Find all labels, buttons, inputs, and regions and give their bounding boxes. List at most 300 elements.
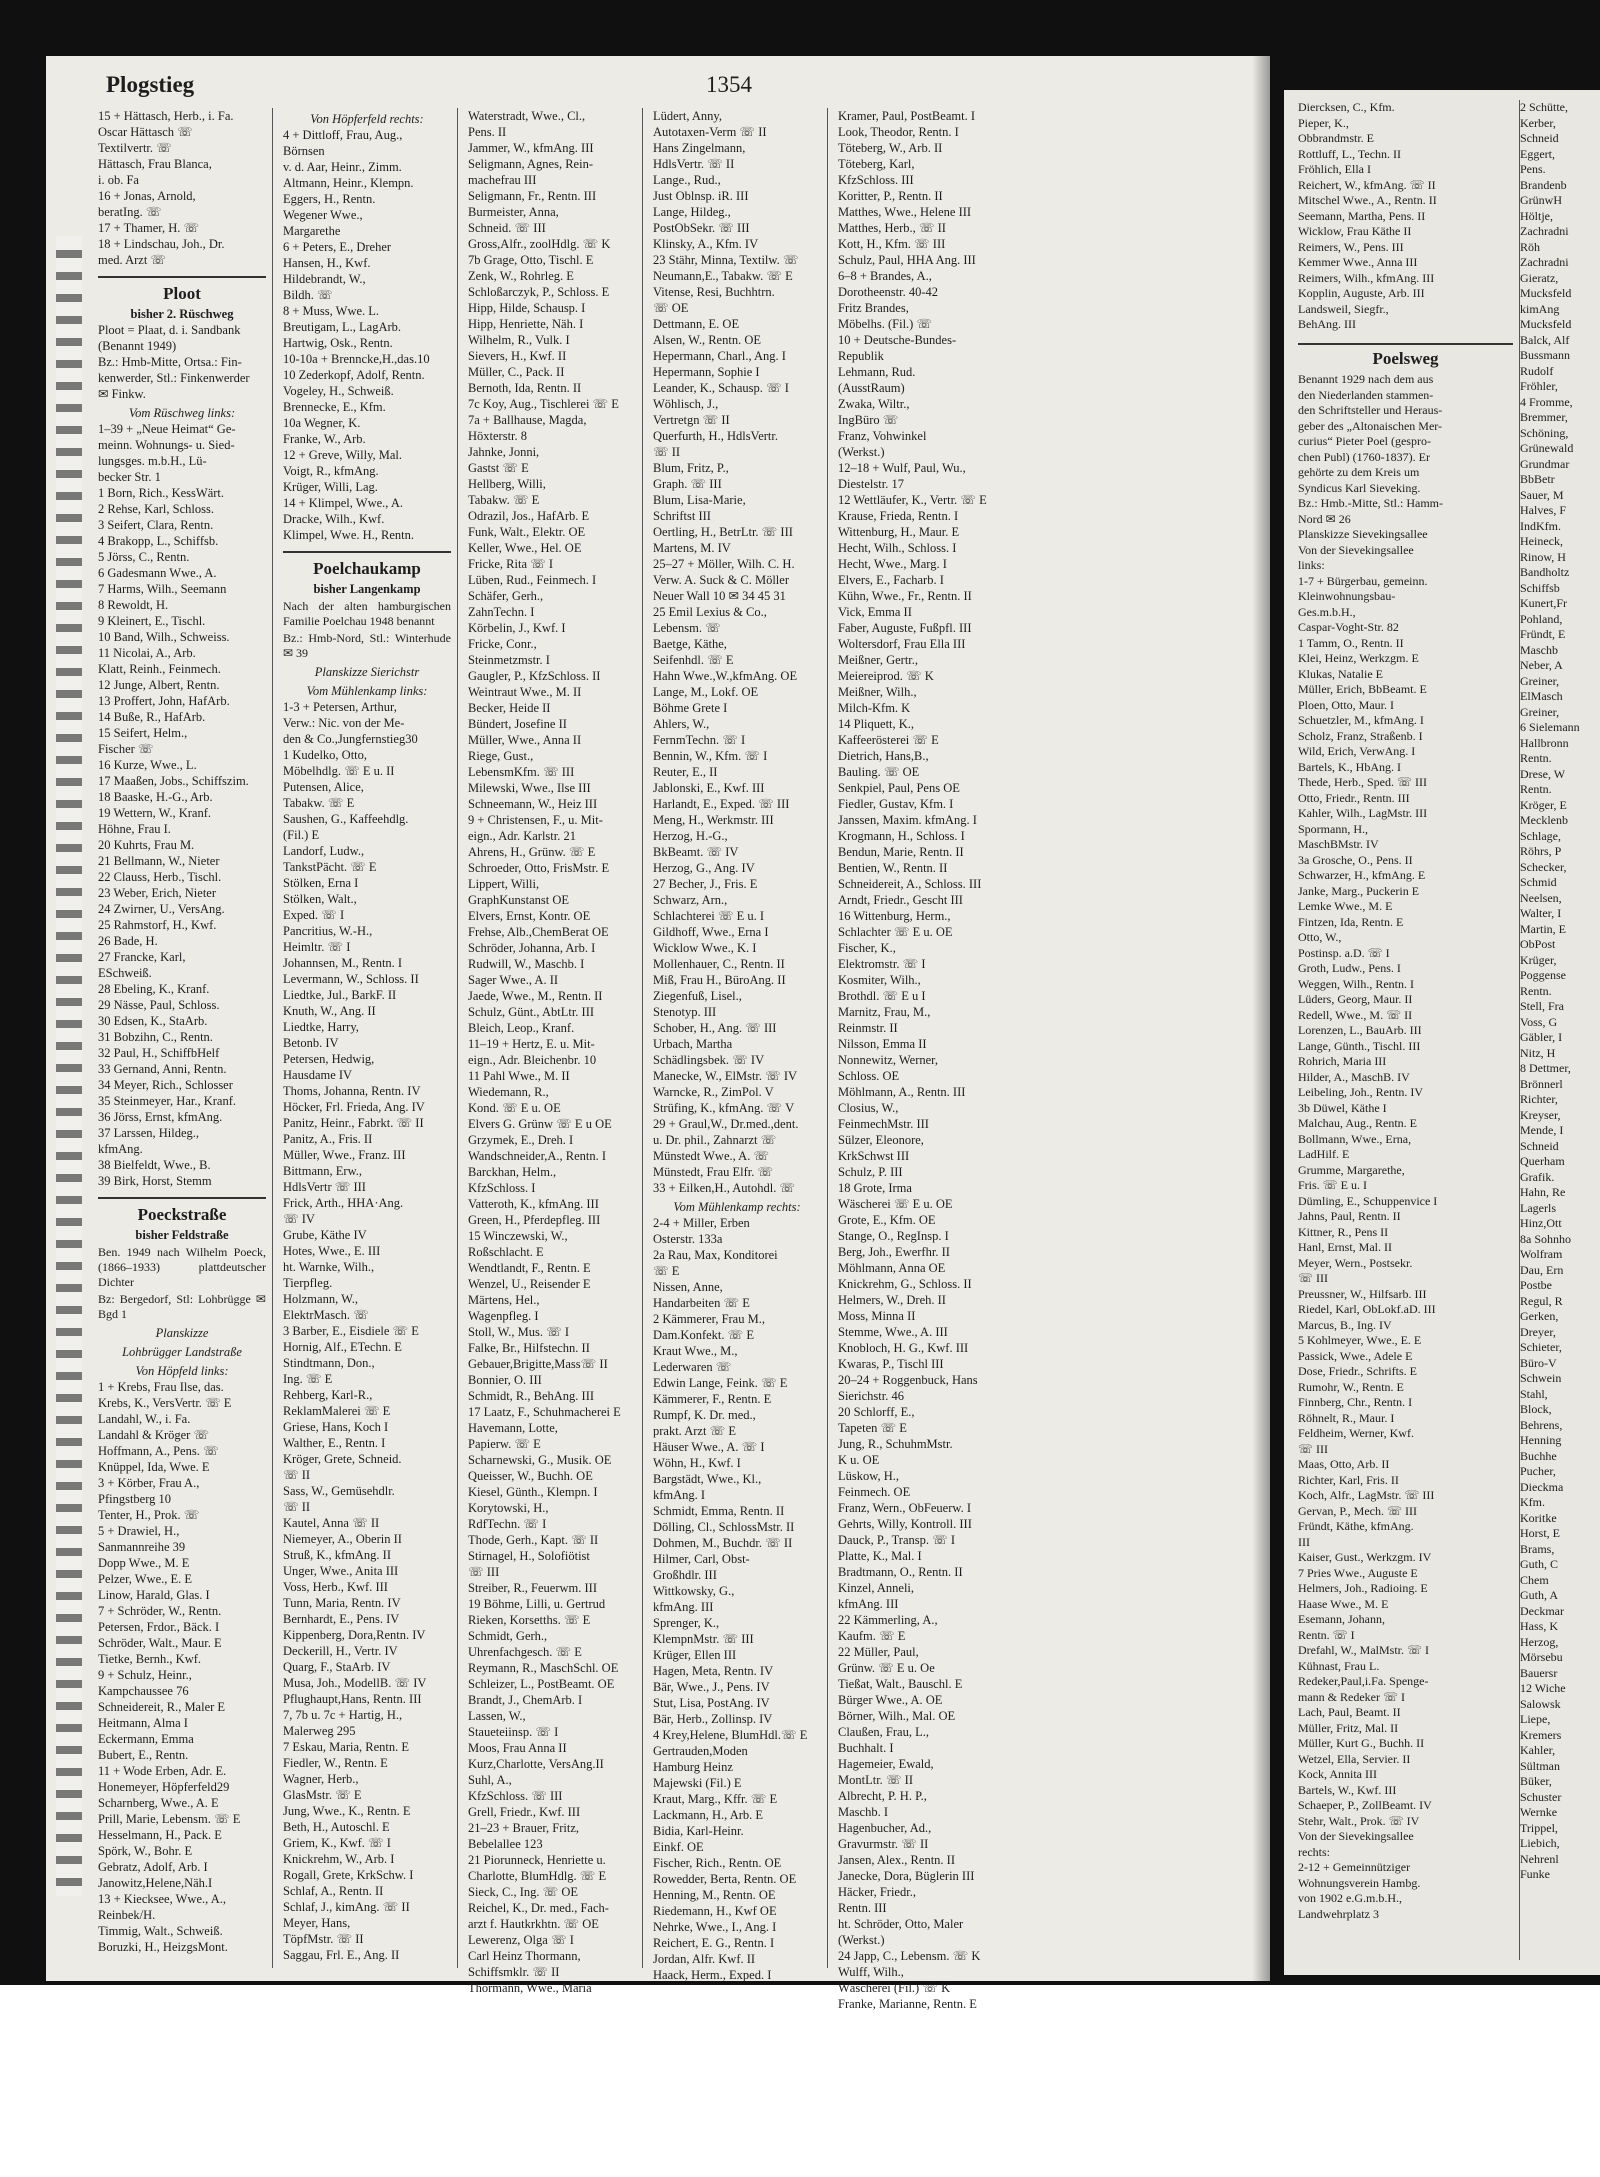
directory-entry: Musa, Joh., ModellB. ☏ IV bbox=[283, 1676, 427, 1690]
directory-column bbox=[649, 108, 828, 1982]
directory-entry: 21 Piorunneck, Henriette u. bbox=[468, 1853, 606, 1867]
directory-entry: Grote, E., Kfm. OE bbox=[838, 1213, 936, 1227]
directory-entry: Dorotheenstr. 40-42 bbox=[838, 285, 938, 299]
directory-entry: Lüdert, Anny, bbox=[653, 109, 722, 123]
directory-entry: Uhrenfachgesch. ☏ E bbox=[468, 1645, 582, 1659]
directory-entry: Fischer ☏ bbox=[98, 742, 154, 756]
facing-entry: Kahler, bbox=[1520, 1743, 1556, 1757]
directory-entry: Handarbeiten ☏ E bbox=[653, 1296, 750, 1310]
directory-entry: Boruzki, H., HeizgsMont. bbox=[98, 1940, 228, 1954]
directory-entry: (AusstRaum) bbox=[838, 381, 905, 395]
directory-entry: Strüfing, K., kfmAng. ☏ V bbox=[653, 1101, 795, 1115]
directory-entry: Dietrich, Hans,B., bbox=[838, 749, 929, 763]
facing-entry: III bbox=[1298, 1534, 1310, 1549]
directory-entry: Fiedler, Gustav, Kfm. I bbox=[838, 797, 954, 811]
facing-entry: Zachradni bbox=[1520, 255, 1569, 269]
facing-entry: Kemmer Wwe., Anna III bbox=[1298, 255, 1418, 269]
directory-entry: Kiesel, Günth., Klempn. I bbox=[468, 1485, 598, 1499]
facing-entry: Reichert, W., kfmAng. ☏ II bbox=[1298, 177, 1436, 192]
directory-entry: Dracke, Wilh., Kwf. bbox=[283, 512, 385, 526]
directory-entry: Hipp, Henriette, Näh. I bbox=[468, 317, 584, 331]
facing-entry: Schaeper, P., ZollBeamt. IV bbox=[1298, 1798, 1432, 1812]
directory-entry: 17 + Thamer, H. ☏ bbox=[98, 221, 200, 235]
directory-entry: Gravurmstr. ☏ II bbox=[838, 1837, 929, 1851]
facing-entry: Rentn. bbox=[1520, 782, 1552, 796]
facing-entry: Richter, Karl, Fris. II bbox=[1298, 1472, 1399, 1487]
directory-entry: Gross,Alfr., zoolHdlg. ☏ K bbox=[468, 237, 611, 251]
facing-entry: Krüger, bbox=[1520, 952, 1557, 967]
facing-entry: Ploen, Otto, Maur. I bbox=[1298, 697, 1394, 712]
facing-entry: Lorenzen, L., BauArb. III bbox=[1298, 1023, 1422, 1037]
directory-entry: Arndt, Friedr., Gescht III bbox=[838, 893, 963, 907]
facing-entry: Hahn, Re bbox=[1520, 1185, 1566, 1199]
directory-entry: Schröder, Johanna, Arb. I bbox=[468, 941, 596, 955]
directory-entry: ☏ E bbox=[653, 1264, 680, 1278]
directory-entry: LebensmKfm. ☏ III bbox=[468, 765, 575, 779]
directory-entry: Brandt, J., ChemArb. I bbox=[468, 1693, 583, 1707]
facing-entry: Pens. bbox=[1520, 162, 1546, 176]
directory-entry: Woltersdorf, Frau Ella III bbox=[838, 637, 966, 651]
facing-entry: Fründt, Käthe, kfmAng. bbox=[1298, 1519, 1414, 1533]
directory-entry: 38 Bielfeldt, Wwe., B. bbox=[98, 1158, 211, 1172]
facing-entry: Leibeling, Joh., Rentn. IV bbox=[1298, 1085, 1423, 1099]
facing-entry: Hilder, A., MaschB. IV bbox=[1298, 1069, 1410, 1084]
directory-entry: 18 Grote, Irma bbox=[838, 1181, 912, 1195]
facing-entry: Koch, Alfr., LagMstr. ☏ III bbox=[1298, 1488, 1435, 1502]
directory-entry: GlasMstr. ☏ E bbox=[283, 1788, 362, 1802]
facing-entry: Brams, bbox=[1520, 1541, 1555, 1556]
directory-entry: Closius, W., bbox=[838, 1101, 899, 1115]
directory-entry: 22 Müller, Paul, bbox=[838, 1645, 919, 1659]
directory-entry: ElektrMasch. ☏ bbox=[283, 1308, 369, 1322]
directory-entry: Maschb. I bbox=[838, 1805, 888, 1819]
facing-entry: Behrens, bbox=[1520, 1417, 1563, 1432]
directory-entry: 28 Ebeling, K., Kranf. bbox=[98, 982, 210, 996]
facing-entry: Neber, A bbox=[1520, 658, 1563, 672]
directory-entry: 2 Kämmerer, Frau M., bbox=[653, 1312, 765, 1326]
directory-entry: 31 Bobzihn, C., Rentn. bbox=[98, 1030, 213, 1044]
directory-entry: Urbach, Martha bbox=[653, 1037, 733, 1051]
directory-entry: 23 Stähr, Minna, Textilw. ☏ bbox=[653, 253, 799, 267]
directory-entry: 13 + Kiecksee, Wwe., A., bbox=[98, 1892, 226, 1906]
directory-entry: Kämmerer, F., Rentn. E bbox=[653, 1392, 772, 1406]
directory-entry: Malerweg 295 bbox=[283, 1724, 356, 1738]
directory-entry: Schneidereit, R., Maler E bbox=[98, 1700, 226, 1714]
directory-entry: Heitmann, Alma I bbox=[98, 1716, 188, 1730]
facing-entry: Otto, Friedr., Rentn. III bbox=[1298, 790, 1410, 805]
directory-entry: Wilhelm, R., Vulk. I bbox=[468, 333, 570, 347]
directory-entry: Scharnberg, Wwe., A. E bbox=[98, 1796, 219, 1810]
directory-entry: Rentn. III bbox=[838, 1901, 887, 1915]
directory-entry: Wendtlandt, F., Rentn. E bbox=[468, 1261, 591, 1275]
directory-entry: Jung, R., SchuhmMstr. bbox=[838, 1437, 953, 1451]
facing-entry: ☏ III bbox=[1298, 1271, 1328, 1285]
directory-entry: Streiber, R., Feuerwm. III bbox=[468, 1581, 597, 1595]
directory-entry: Hesselmann, H., Pack. E bbox=[98, 1828, 222, 1842]
directory-entry: 33 Gernand, Anni, Rentn. bbox=[98, 1062, 227, 1076]
facing-entry: links: bbox=[1298, 558, 1325, 572]
page-header bbox=[106, 66, 1226, 106]
directory-entry: Seifenhdl. ☏ E bbox=[653, 653, 734, 667]
directory-entry: 3 Seifert, Clara, Rentn. bbox=[98, 518, 214, 532]
directory-entry: 10 + Deutsche-Bundes- bbox=[838, 333, 957, 347]
directory-entry: Barckhan, Helm., bbox=[468, 1165, 557, 1179]
facing-entry: Büro-V bbox=[1520, 1355, 1557, 1370]
facing-entry: Hallbronn bbox=[1520, 735, 1569, 750]
directory-entry: Feinmech. OE bbox=[838, 1485, 911, 1499]
directory-entry: Schulz, Günt., AbtLtr. III bbox=[468, 1005, 595, 1019]
directory-entry: Bargstädt, Wwe., Kl., bbox=[653, 1472, 762, 1486]
directory-entry: Saushen, G., Kaffeehdlg. bbox=[283, 812, 409, 826]
directory-entry: KfzSchloss. I bbox=[468, 1181, 536, 1195]
facing-entry: Benannt 1929 nach dem aus bbox=[1298, 372, 1434, 386]
facing-entry: Schmid bbox=[1520, 875, 1557, 889]
facing-entry: Schiffsb bbox=[1520, 580, 1560, 595]
facing-entry: Rentn. ☏ I bbox=[1298, 1627, 1355, 1642]
facing-entry: Guth, C bbox=[1520, 1557, 1559, 1571]
directory-entry: Liedtke, Jul., BarkF. II bbox=[283, 988, 397, 1002]
directory-entry: Pelzer, Wwe., E. E bbox=[98, 1572, 193, 1586]
directory-entry: Elektromstr. ☏ I bbox=[838, 957, 926, 971]
directory-entry: Queisser, W., Buchh. OE bbox=[468, 1469, 593, 1483]
directory-entry: Landorf, Ludw., bbox=[283, 844, 365, 858]
directory-entry: Tapeten ☏ E bbox=[838, 1421, 907, 1435]
facing-entry: GrünwH bbox=[1520, 193, 1562, 207]
directory-entry: Look, Theodor, Rentn. I bbox=[838, 125, 959, 139]
facing-entry: Riedel, Karl, ObLokf.aD. III bbox=[1298, 1302, 1436, 1316]
facing-entry: Koritke bbox=[1520, 1510, 1557, 1525]
facing-entry: Kahler, Wilh., LagMstr. III bbox=[1298, 806, 1428, 820]
directory-entry: Schloßarczyk, P., Schloss. E bbox=[468, 285, 610, 299]
facing-entry: Rentn. bbox=[1520, 983, 1552, 998]
facing-entry: kimAng bbox=[1520, 301, 1560, 316]
directory-entry: Dauck, P., Transp. ☏ I bbox=[838, 1533, 956, 1547]
directory-entry: KlempnMstr. ☏ III bbox=[653, 1632, 754, 1646]
facing-entry: Obbrandmstr. E bbox=[1298, 131, 1374, 145]
directory-entry: Bleich, Leop., Kranf. bbox=[468, 1021, 575, 1035]
facing-entry: Salowsk bbox=[1520, 1696, 1561, 1711]
directory-entry: Bittmann, Erw., bbox=[283, 1164, 363, 1178]
directory-entry: Häuser Wwe., A. ☏ I bbox=[653, 1440, 765, 1454]
directory-entry: Osterstr. 133a bbox=[653, 1232, 723, 1246]
directory-entry: (Werkst.) bbox=[838, 1933, 885, 1947]
facing-entry: Schuster bbox=[1520, 1789, 1562, 1804]
directory-entry: Dölling, Cl., SchlossMstr. II bbox=[653, 1520, 795, 1534]
directory-entry: Lehmann, Rud. bbox=[838, 365, 916, 379]
facing-entry: Stell, Fra bbox=[1520, 999, 1564, 1013]
directory-entry: Kippenberg, Dora,Rentn. IV bbox=[283, 1628, 426, 1642]
directory-entry: Hausdame IV bbox=[283, 1068, 353, 1082]
facing-entry: Liebich, bbox=[1520, 1836, 1560, 1850]
facing-entry: Henning bbox=[1520, 1433, 1562, 1447]
directory-entry: Senkpiel, Paul, Pens OE bbox=[838, 781, 960, 795]
directory-entry: 10 Zederkopf, Adolf, Rentn. bbox=[283, 368, 425, 382]
directory-entry: Kautel, Anna ☏ II bbox=[283, 1516, 380, 1530]
directory-entry: 29 Nässe, Paul, Schloss. bbox=[98, 998, 220, 1012]
directory-entry: Odrazil, Jos., HafArb. E bbox=[468, 509, 590, 523]
directory-entry: Landahl & Kröger ☏ bbox=[98, 1428, 210, 1442]
directory-entry: kfmAng. III bbox=[838, 1597, 899, 1611]
directory-entry: Knickrehm, G., Schloss. II bbox=[838, 1277, 972, 1291]
directory-entry: Hoffmann, A., Pens. ☏ bbox=[98, 1444, 219, 1458]
binding-edge bbox=[56, 236, 82, 1896]
directory-entry: Kott, H., Kfm. ☏ III bbox=[838, 237, 946, 251]
directory-entry: Carl Heinz Thormann, bbox=[468, 1949, 581, 1963]
directory-entry: Buchhalt. I bbox=[838, 1741, 894, 1755]
directory-entry: Majewski (Fil.) E bbox=[653, 1776, 742, 1790]
facing-entry: Martin, E bbox=[1520, 921, 1566, 936]
directory-entry: Thoms, Johanna, Rentn. IV bbox=[283, 1084, 421, 1098]
directory-entry: Jahnke, Jonni, bbox=[468, 445, 540, 459]
directory-entry: Meiereiprod. ☏ K bbox=[838, 669, 934, 683]
facing-entry: Müller, Fritz, Mal. II bbox=[1298, 1720, 1399, 1735]
directory-entry: Matthes, Herb., ☏ II bbox=[838, 221, 946, 235]
facing-entry: Grünewald bbox=[1520, 441, 1574, 455]
facing-entry: Lach, Paul, Beamt. II bbox=[1298, 1705, 1401, 1719]
facing-entry: Kock, Annita III bbox=[1298, 1767, 1377, 1781]
facing-entry: Rottluff, L., Techn. II bbox=[1298, 146, 1402, 161]
directory-entry: 6 + Peters, E., Dreher bbox=[283, 240, 392, 254]
facing-entry: MaschBMstr. IV bbox=[1298, 837, 1379, 851]
facing-entry: Schlage, bbox=[1520, 828, 1561, 843]
directory-entry: Rudwill, W., Maschb. I bbox=[468, 957, 585, 971]
directory-entry: Töteberg, W., Arb. II bbox=[838, 141, 943, 155]
directory-entry: Hagemeier, Ewald, bbox=[838, 1757, 934, 1771]
directory-entry: ESchweiß. bbox=[98, 966, 152, 980]
directory-entry: Mollenhauer, C., Rentn. II bbox=[653, 957, 785, 971]
directory-entry: Lange, Hildeg., bbox=[653, 205, 731, 219]
running-head: Plogstieg bbox=[106, 72, 195, 97]
directory-entry: Töteberg, Karl, bbox=[838, 157, 915, 171]
directory-entry: 19 Wettern, W., Kranf. bbox=[98, 806, 211, 820]
directory-entry: Wäscherei ☏ E u. OE bbox=[838, 1197, 953, 1211]
directory-entry: 18 Baaske, H.-G., Arb. bbox=[98, 790, 213, 804]
directory-entry: Jammer, W., kfmAng. III bbox=[468, 141, 594, 155]
facing-entry: Wernke bbox=[1520, 1805, 1558, 1819]
directory-entry: TankstPächt. ☏ E bbox=[283, 860, 377, 874]
directory-entry: Reuter, E., II bbox=[653, 765, 718, 779]
directory-entry: ReklamMalerei ☏ E bbox=[283, 1404, 391, 1418]
directory-entry: 2a Rau, Max, Konditorei bbox=[653, 1248, 778, 1262]
directory-entry: Jansen, Alex., Rentn. II bbox=[838, 1853, 955, 1867]
directory-entry: Schneemann, W., Heiz III bbox=[468, 797, 598, 811]
directory-entry: Stindtmann, Don., bbox=[283, 1356, 375, 1370]
directory-entry: Fischer, K., bbox=[838, 941, 896, 955]
directory-entry: Börner, Wilh., Mal. OE bbox=[838, 1709, 956, 1723]
facing-entry: Schöning, bbox=[1520, 425, 1569, 440]
directory-entry: Reichel, K., Dr. med., Fach- bbox=[468, 1901, 609, 1915]
directory-entry: Diestelstr. 17 bbox=[838, 477, 904, 491]
facing-entry: Neelsen, bbox=[1520, 890, 1562, 905]
facing-entry: Schneid bbox=[1520, 1138, 1559, 1153]
facing-entry: Feldheim, Werner, Kwf. bbox=[1298, 1426, 1414, 1440]
facing-entry: 6 Sielemann bbox=[1520, 720, 1580, 734]
directory-entry: v. d. Aar, Heinr., Zimm. bbox=[283, 160, 402, 174]
facing-entry: gehörte zu dem Kreis um bbox=[1298, 465, 1420, 479]
directory-entry: 7b Grage, Otto, Tischl. E bbox=[468, 253, 594, 267]
directory-entry: Klimpel, Wwe. H., Rentn. bbox=[283, 528, 414, 542]
directory-entry: Lebensm. ☏ bbox=[653, 621, 721, 635]
directory-entry: Reinbek/H. bbox=[98, 1908, 156, 1922]
directory-entry: Bentien, W., Rentn. II bbox=[838, 861, 948, 875]
facing-entry: Herzog, bbox=[1520, 1634, 1559, 1649]
directory-entry: Autotaxen-Verm ☏ II bbox=[653, 125, 767, 139]
directory-entry: Pfingstberg 10 bbox=[98, 1492, 172, 1506]
directory-entry: Tietke, Bernh., Kwf. bbox=[98, 1652, 202, 1666]
directory-entry: 7 Eskau, Maria, Rentn. E bbox=[283, 1740, 410, 1754]
directory-entry: meinn. Wohnungs- u. Sied- bbox=[98, 438, 235, 452]
directory-entry: becker Str. 1 bbox=[98, 470, 161, 484]
directory-entry: Havemann, Lotte, bbox=[468, 1421, 558, 1435]
directory-entry: Burmeister, Anna, bbox=[468, 205, 559, 219]
facing-entry: Poggense bbox=[1520, 968, 1566, 982]
facing-entry: Otto, W., bbox=[1298, 930, 1342, 944]
directory-entry: Stut, Lisa, PostAng. IV bbox=[653, 1696, 770, 1710]
facing-entry: Heineck, bbox=[1520, 534, 1563, 548]
directory-entry: Wenzel, U., Reisender E bbox=[468, 1277, 591, 1291]
directory-entry: Falke, Br., Hilfstechn. II bbox=[468, 1341, 590, 1355]
directory-entry: Voigt, R., kfmAng. bbox=[283, 464, 379, 478]
directory-entry: Wagner, Herb., bbox=[283, 1772, 359, 1786]
facing-entry: Müller, Erich, BbBeamt. E bbox=[1298, 682, 1427, 696]
directory-entry: Gebauer,Brigitte,Mass☏ II bbox=[468, 1357, 608, 1371]
directory-entry: Nilsson, Emma II bbox=[838, 1037, 927, 1051]
directory-entry: ☏ II bbox=[653, 445, 681, 459]
directory-entry: Jablonski, E., Kwf. III bbox=[653, 781, 765, 795]
directory-entry: (Fil.) E bbox=[283, 828, 320, 842]
directory-entry: 12 + Greve, Willy, Mal. bbox=[283, 448, 403, 462]
directory-entry: Stölken, Walt., bbox=[283, 892, 357, 906]
facing-entry: curius“ Pieter Poel (gespro- bbox=[1298, 434, 1431, 448]
facing-entry: Richter, bbox=[1520, 1092, 1558, 1106]
directory-entry: Faber, Auguste, Fußpfl. III bbox=[838, 621, 972, 635]
facing-entry: 3b Düwel, Käthe I bbox=[1298, 1100, 1387, 1115]
facing-entry: Schecker, bbox=[1520, 859, 1567, 874]
facing-entry: Kleinwohnungsbau- bbox=[1298, 589, 1396, 603]
facing-entry: Fintzen, Ida, Rentn. E bbox=[1298, 914, 1404, 929]
directory-entry: Hepermann, Charl., Ang. I bbox=[653, 349, 786, 363]
directory-entry: Sanmannreihe 39 bbox=[98, 1540, 186, 1554]
facing-entry: Kopplin, Auguste, Arb. III bbox=[1298, 286, 1425, 300]
facing-entry: Janke, Marg., Puckerin E bbox=[1298, 883, 1420, 898]
facing-entry: Schwarzer, H., kfmAng. E bbox=[1298, 868, 1426, 882]
directory-entry: i. ob. Fa bbox=[98, 173, 139, 187]
directory-entry: Lassen, W., bbox=[468, 1709, 526, 1723]
directory-entry: Lewerenz, Olga ☏ I bbox=[468, 1933, 574, 1947]
directory-entry: 19 Böhme, Lilli, u. Gertrud bbox=[468, 1597, 606, 1611]
directory-entry: Einkf. OE bbox=[653, 1840, 704, 1854]
directory-entry: Bradtmann, O., Rentn. II bbox=[838, 1565, 963, 1579]
directory-entry: Riege, Gust., bbox=[468, 749, 534, 763]
directory-entry: Verw. A. Suck & C. Möller bbox=[653, 573, 789, 587]
directory-entry: Gastst ☏ E bbox=[468, 461, 529, 475]
directory-entry: 1-3 + Petersen, Arthur, bbox=[283, 700, 397, 714]
directory-entry: GraphKunstanst OE bbox=[468, 893, 570, 907]
facing-entry: 2-12 + Gemeinnütziger bbox=[1298, 1860, 1411, 1874]
directory-entry: Krüger, Willi, Lag. bbox=[283, 480, 378, 494]
directory-entry: Schlachterei ☏ E u. I bbox=[653, 909, 765, 923]
directory-entry: Panitz, A., Fris. II bbox=[283, 1132, 373, 1146]
directory-entry: Vertretgn ☏ II bbox=[653, 413, 730, 427]
directory-entry: Graph. ☏ III bbox=[653, 477, 722, 491]
directory-entry: Wagenpfleg. I bbox=[468, 1309, 539, 1323]
facing-entry: Preussner, W., Hilfsarb. III bbox=[1298, 1286, 1427, 1301]
directory-entry: Bauling. ☏ OE bbox=[838, 765, 920, 779]
directory-entry: Miß, Frau H., BüroAng. II bbox=[653, 973, 786, 987]
facing-entry: Klukas, Natalie E bbox=[1298, 666, 1383, 681]
directory-entry: Haack, Herm., Exped. I bbox=[653, 1968, 772, 1982]
directory-entry: Hagen, Meta, Rentn. IV bbox=[653, 1664, 774, 1678]
facing-entry: ObPost bbox=[1520, 937, 1556, 951]
facing-entry: Fröhler, bbox=[1520, 379, 1558, 393]
directory-entry: Nonnewitz, Werner, bbox=[838, 1053, 938, 1067]
facing-entry: Spormann, H., bbox=[1298, 821, 1368, 836]
facing-entry: Grafik. bbox=[1520, 1169, 1555, 1184]
directory-entry: 25–27 + Möller, Wilh. C. H. bbox=[653, 557, 795, 571]
directory-entry: 14 Buße, R., HafArb. bbox=[98, 710, 206, 724]
directory-entry: Schulz, P. III bbox=[838, 1165, 903, 1179]
directory-entry: RdfTechn. ☏ I bbox=[468, 1517, 547, 1531]
directory-entry: Thormann, Wwe., Maria bbox=[468, 1981, 592, 1995]
directory-entry: Helmers, W., Dreh. II bbox=[838, 1293, 946, 1307]
facing-entry: Bauersr bbox=[1520, 1665, 1558, 1680]
facing-entry: den Schriftsteller und Heraus- bbox=[1298, 403, 1443, 417]
directory-entry: Deckerill, H., Vertr. IV bbox=[283, 1644, 398, 1658]
directory-page bbox=[46, 56, 1270, 2011]
directory-entry: IngBüro ☏ bbox=[838, 413, 899, 427]
directory-entry: BkBeamt. ☏ IV bbox=[653, 845, 739, 859]
directory-entry: Wegener Wwe., bbox=[283, 208, 363, 222]
directory-entry: Kwaras, P., Tischl III bbox=[838, 1357, 944, 1371]
directory-entry: 11 Pahl Wwe., M. II bbox=[468, 1069, 570, 1083]
directory-entry: Stoll, W., Mus. ☏ I bbox=[468, 1325, 570, 1339]
directory-entry: Pancritius, W.-H., bbox=[283, 924, 373, 938]
directory-entry: beratIng. ☏ bbox=[98, 205, 162, 219]
directory-entry: 10-10a + Brenncke,H.,das.10 bbox=[283, 352, 430, 366]
directory-entry: Schleizer, L., PostBeamt. OE bbox=[468, 1677, 615, 1691]
directory-entry: 37 Larssen, Hildeg., bbox=[98, 1126, 200, 1140]
directory-entry: Dohmen, M., Buchdr. ☏ II bbox=[653, 1536, 793, 1550]
directory-entry: Gertrauden,Moden bbox=[653, 1744, 748, 1758]
facing-entry: Schieter, bbox=[1520, 1340, 1562, 1354]
section-subhead: Von Höpfeld links: bbox=[135, 1364, 229, 1378]
directory-entry: Betonb. IV bbox=[283, 1036, 339, 1050]
directory-entry: Möhlmann, A., Rentn. III bbox=[838, 1085, 966, 1099]
directory-entry: 8 Rewoldt, H. bbox=[98, 598, 169, 612]
facing-entry: 3a Grosche, O., Pens. II bbox=[1298, 852, 1413, 867]
facing-entry: Wolfram bbox=[1520, 1247, 1563, 1261]
directory-entry: Steinmetzmstr. I bbox=[468, 653, 550, 667]
directory-entry: Franke, Marianne, Rentn. E bbox=[838, 1997, 977, 2011]
street-description: Bz.: Hmb-Nord, Stl.: Winterhude ✉ 39 bbox=[283, 631, 451, 660]
directory-entry: 2-4 + Miller, Erben bbox=[653, 1216, 750, 1230]
directory-entry: Pflughaupt,Hans, Rentn. III bbox=[283, 1692, 422, 1706]
directory-entry: Gehrts, Willy, Kontroll. III bbox=[838, 1517, 972, 1531]
directory-entry: Grzymek, E., Dreh. I bbox=[468, 1133, 574, 1147]
directory-entry: Knüppel, Ida, Wwe. E bbox=[98, 1460, 210, 1474]
directory-entry: Timmig, Walt., Schweiß. bbox=[98, 1924, 223, 1938]
directory-entry: Stirnagel, H., Solofiötist bbox=[468, 1549, 590, 1563]
facing-entry: Pieper, K., bbox=[1298, 115, 1349, 130]
directory-entry: Hartwig, Osk., Rentn. bbox=[283, 336, 393, 350]
directory-entry: Müller, C., Pack. II bbox=[468, 365, 565, 379]
directory-entry: Eggers, H., Rentn. bbox=[283, 192, 376, 206]
directory-entry: Lange, M., Lokf. OE bbox=[653, 685, 759, 699]
facing-entry: Helmers, Joh., Radioing. E bbox=[1298, 1581, 1428, 1595]
facing-entry: Rentn. bbox=[1520, 751, 1552, 765]
facing-entry: IndKfm. bbox=[1520, 518, 1561, 533]
facing-entry: Müller, Kurt G., Buchh. II bbox=[1298, 1736, 1425, 1750]
